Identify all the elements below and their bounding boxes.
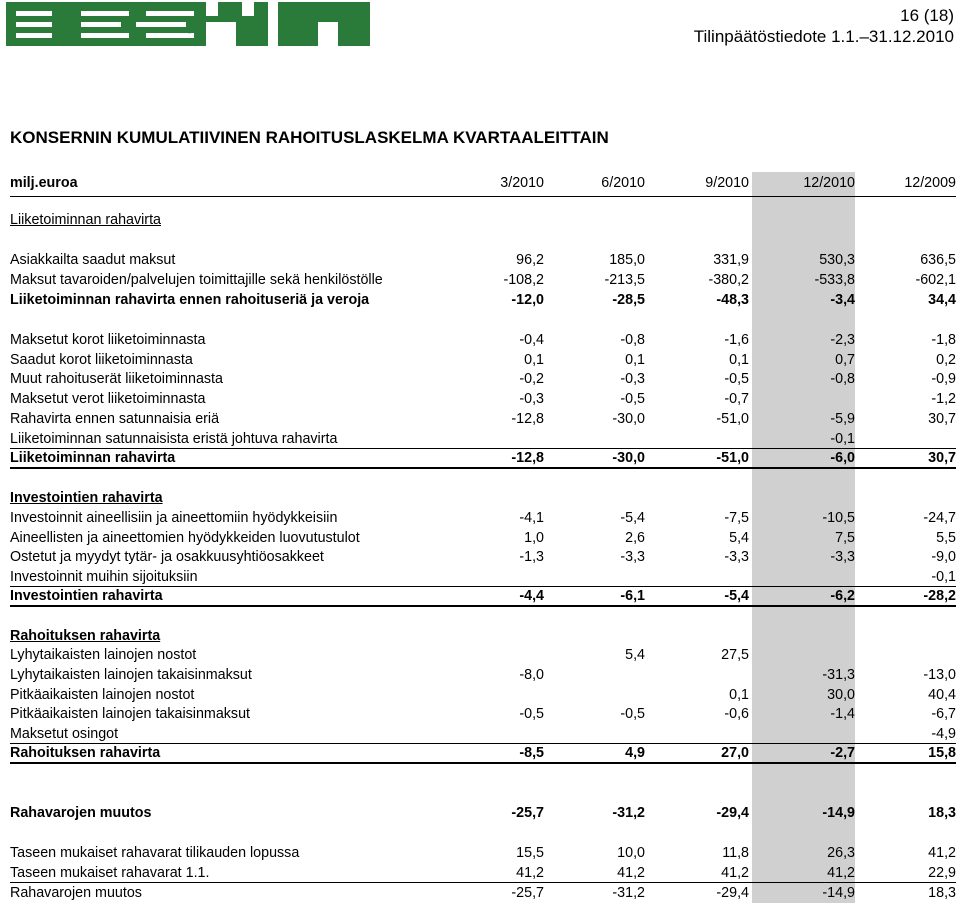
- cell-value: -0,1: [830, 431, 855, 447]
- row-label: Investointien rahavirta: [10, 490, 163, 506]
- row-label: Lyhytaikaisten lainojen nostot: [10, 647, 197, 663]
- table-row: [10, 705, 956, 724]
- row-label: Liiketoiminnan rahavirta ennen rahoituseriä ja veroja: [10, 292, 370, 308]
- subtotal-rule: [10, 743, 956, 744]
- cell-value: -30,0: [612, 411, 645, 427]
- table-row: [10, 587, 956, 606]
- table-row: [10, 666, 956, 685]
- cell-value: -1,6: [724, 332, 749, 348]
- row-label: Rahoituksen rahavirta: [10, 745, 161, 761]
- report-period: Tilinpäätöstiedote 1.1.–31.12.2010: [693, 27, 954, 46]
- column-header: 12/2010: [803, 175, 855, 191]
- table-row: [10, 271, 956, 290]
- cell-value: -0,9: [931, 371, 956, 387]
- document-title: KONSERNIN KUMULATIIVINEN RAHOITUSLASKELMA KVARTAALEITTAIN: [10, 128, 609, 147]
- cell-value: 30,7: [928, 411, 956, 427]
- cell-value: 41,2: [617, 865, 645, 881]
- row-label: Rahavarojen muutos: [10, 805, 152, 821]
- cell-value: 26,3: [827, 845, 855, 861]
- table-row: [10, 331, 956, 350]
- cell-value: 0,7: [835, 352, 855, 368]
- table-row: [10, 884, 956, 903]
- cell-value: -9,0: [931, 549, 956, 565]
- table-row: [10, 646, 956, 665]
- cell-value: -29,4: [716, 805, 749, 821]
- cell-value: 34,4: [928, 292, 956, 308]
- cell-value: -3,3: [724, 549, 749, 565]
- cell-value: -5,9: [830, 411, 855, 427]
- row-label: Ostetut ja myydyt tytär- ja osakkuusyhtiöosakkeet: [10, 549, 324, 565]
- cell-value: -3,3: [620, 549, 645, 565]
- table-row: [10, 529, 956, 548]
- cell-value: -533,8: [814, 272, 855, 288]
- cell-value: -7,5: [724, 510, 749, 526]
- cell-value: 1,0: [524, 530, 544, 546]
- cell-value: -108,2: [503, 272, 544, 288]
- cell-value: -6,1: [620, 588, 645, 604]
- cell-value: 10,0: [617, 845, 645, 861]
- row-label: Lyhytaikaisten lainojen takaisinmaksut: [10, 667, 252, 683]
- table-row: [10, 509, 956, 528]
- cell-value: -0,8: [620, 332, 645, 348]
- cell-value: 41,2: [516, 865, 544, 881]
- table-row: [10, 390, 956, 409]
- table-row: [10, 864, 956, 883]
- cell-value: -6,2: [830, 588, 855, 604]
- table-row: [10, 568, 956, 587]
- row-label: Liiketoiminnan satunnaisista eristä johtuva rahavirta: [10, 431, 338, 447]
- cell-value: 331,9: [713, 252, 749, 268]
- cell-value: -5,4: [724, 588, 749, 604]
- row-label: Maksetut verot liiketoiminnasta: [10, 391, 206, 407]
- cell-value: -5,4: [620, 510, 645, 526]
- total-rule: [10, 882, 956, 883]
- cell-value: -0,3: [519, 391, 544, 407]
- cell-value: -6,0: [830, 450, 855, 466]
- row-label: Asiakkailta saadut maksut: [10, 252, 176, 268]
- cell-value: 0,1: [625, 352, 645, 368]
- cell-value: -0,3: [620, 371, 645, 387]
- cell-value: 30,7: [928, 450, 956, 466]
- column-header: 6/2010: [601, 175, 645, 191]
- cell-value: 27,5: [721, 647, 749, 663]
- cell-value: -3,3: [830, 549, 855, 565]
- column-header: 3/2010: [500, 175, 544, 191]
- cell-value: -0,5: [620, 391, 645, 407]
- cell-value: -0,5: [519, 706, 544, 722]
- table-row: [10, 804, 956, 823]
- cell-value: 15,8: [928, 745, 956, 761]
- table-row: [10, 548, 956, 567]
- row-label: Investoinnit muihin sijoituksiin: [10, 569, 198, 585]
- table-row: [10, 449, 956, 468]
- svg-text:DESTIA: DESTIA: [188, 34, 192, 35]
- cell-value: -2,7: [830, 745, 855, 761]
- cell-value: -1,3: [519, 549, 544, 565]
- row-label: Aineellisten ja aineettomien hyödykkeiden luovutustulot: [10, 530, 360, 546]
- cell-value: 0,1: [729, 687, 749, 703]
- cell-value: -12,0: [511, 292, 544, 308]
- cell-value: 41,2: [827, 865, 855, 881]
- cell-value: -602,1: [915, 272, 956, 288]
- cell-value: -25,7: [511, 805, 544, 821]
- cell-value: -51,0: [716, 411, 749, 427]
- cell-value: -24,7: [923, 510, 956, 526]
- cell-value: 18,3: [928, 805, 956, 821]
- cell-value: -4,1: [519, 510, 544, 526]
- cell-value: -0,5: [620, 706, 645, 722]
- row-label: Rahavirta ennen satunnaisia eriä: [10, 411, 220, 427]
- cell-value: 530,3: [819, 252, 855, 268]
- cell-value: -29,4: [716, 885, 749, 901]
- cell-value: -8,5: [519, 745, 544, 761]
- row-label: Liiketoiminnan rahavirta: [10, 450, 176, 466]
- cell-value: 5,4: [625, 647, 645, 663]
- table-row: [10, 251, 956, 270]
- cell-value: -0,1: [931, 569, 956, 585]
- table-row: [10, 430, 956, 449]
- cell-value: -31,3: [822, 667, 855, 683]
- cell-value: -1,8: [931, 332, 956, 348]
- cell-value: -4,4: [519, 588, 544, 604]
- cell-value: -31,2: [612, 805, 645, 821]
- cell-value: 30,0: [827, 687, 855, 703]
- page-number: 16 (18): [900, 6, 954, 25]
- cell-value: 0,2: [936, 352, 956, 368]
- row-label: Taseen mukaiset rahavarat tilikauden lopussa: [10, 845, 300, 861]
- cell-value: 22,9: [928, 865, 956, 881]
- cell-value: -12,8: [511, 411, 544, 427]
- cell-value: -0,8: [830, 371, 855, 387]
- row-label: Pitkäaikaisten lainojen nostot: [10, 687, 195, 703]
- row-label: Saadut korot liiketoiminnasta: [10, 352, 193, 368]
- cell-value: 2,6: [625, 530, 645, 546]
- cell-value: -48,3: [716, 292, 749, 308]
- cell-value: 4,9: [625, 745, 645, 761]
- cell-value: 185,0: [609, 252, 645, 268]
- row-label: Liiketoiminnan rahavirta: [10, 212, 161, 228]
- cell-value: -12,8: [511, 450, 544, 466]
- subtotal-rule: [10, 448, 956, 449]
- cell-value: -51,0: [716, 450, 749, 466]
- cell-value: -0,6: [724, 706, 749, 722]
- row-label: Rahavarojen muutos: [10, 885, 142, 901]
- cell-value: 636,5: [920, 252, 956, 268]
- cell-value: 18,3: [928, 885, 956, 901]
- header-rule: [10, 196, 956, 197]
- cell-value: -0,7: [724, 391, 749, 407]
- cell-value: -25,7: [511, 885, 544, 901]
- row-label: Maksut tavaroiden/palvelujen toimittajille sekä henkilöstölle: [10, 272, 383, 288]
- cell-value: -14,9: [822, 805, 855, 821]
- column-header: 9/2010: [705, 175, 749, 191]
- column-header: 12/2009: [904, 175, 956, 191]
- table-row: [10, 410, 956, 429]
- table-row: [10, 725, 956, 744]
- cell-value: -380,2: [708, 272, 749, 288]
- cell-value: -4,9: [931, 726, 956, 742]
- subtotal-rule: [10, 586, 956, 587]
- row-label: Maksetut osingot: [10, 726, 119, 742]
- cell-value: 0,1: [729, 352, 749, 368]
- table-row: [10, 351, 956, 370]
- cell-value: -28,5: [612, 292, 645, 308]
- cell-value: 41,2: [721, 865, 749, 881]
- cell-value: 41,2: [928, 845, 956, 861]
- row-label: Taseen mukaiset rahavarat 1.1.: [10, 865, 210, 881]
- unit-label: milj.euroa: [10, 175, 78, 191]
- cell-value: -14,9: [822, 885, 855, 901]
- cell-value: 96,2: [516, 252, 544, 268]
- cell-value: 5,5: [936, 530, 956, 546]
- cell-value: -0,5: [724, 371, 749, 387]
- cell-value: -8,0: [519, 667, 544, 683]
- table-row: [10, 744, 956, 763]
- cell-value: 27,0: [721, 745, 749, 761]
- cell-value: 40,4: [928, 687, 956, 703]
- cell-value: 5,4: [729, 530, 749, 546]
- cell-value: -0,2: [519, 371, 544, 387]
- table-row: [10, 627, 956, 646]
- table-row: [10, 489, 956, 508]
- row-label: Pitkäaikaisten lainojen takaisinmaksut: [10, 706, 250, 722]
- table-row: [10, 291, 956, 310]
- cell-value: -3,4: [830, 292, 855, 308]
- cell-value: -13,0: [923, 667, 956, 683]
- cell-value: 7,5: [835, 530, 855, 546]
- row-label: Investointien rahavirta: [10, 588, 163, 604]
- table-row: [10, 844, 956, 863]
- cell-value: -6,7: [931, 706, 956, 722]
- table-header-row: [10, 174, 956, 193]
- row-label: Muut rahoituserät liiketoiminnasta: [10, 371, 223, 387]
- cell-value: -10,5: [822, 510, 855, 526]
- row-label: Rahoituksen rahavirta: [10, 628, 161, 644]
- cell-value: -1,2: [931, 391, 956, 407]
- table-row: [10, 686, 956, 705]
- table-row: [10, 211, 956, 230]
- cell-value: -30,0: [612, 450, 645, 466]
- destia-logo: [6, 2, 370, 46]
- cell-value: -28,2: [923, 588, 956, 604]
- cell-value: -1,4: [830, 706, 855, 722]
- cell-value: 0,1: [524, 352, 544, 368]
- table-row: [10, 370, 956, 389]
- cell-value: -0,4: [519, 332, 544, 348]
- row-label: Maksetut korot liiketoiminnasta: [10, 332, 206, 348]
- row-label: Investoinnit aineellisiin ja aineettomiin hyödykkeisiin: [10, 510, 338, 526]
- cell-value: -2,3: [830, 332, 855, 348]
- cell-value: -31,2: [612, 885, 645, 901]
- cell-value: 11,8: [722, 845, 749, 861]
- cell-value: 15,5: [516, 845, 544, 861]
- cell-value: -213,5: [604, 272, 645, 288]
